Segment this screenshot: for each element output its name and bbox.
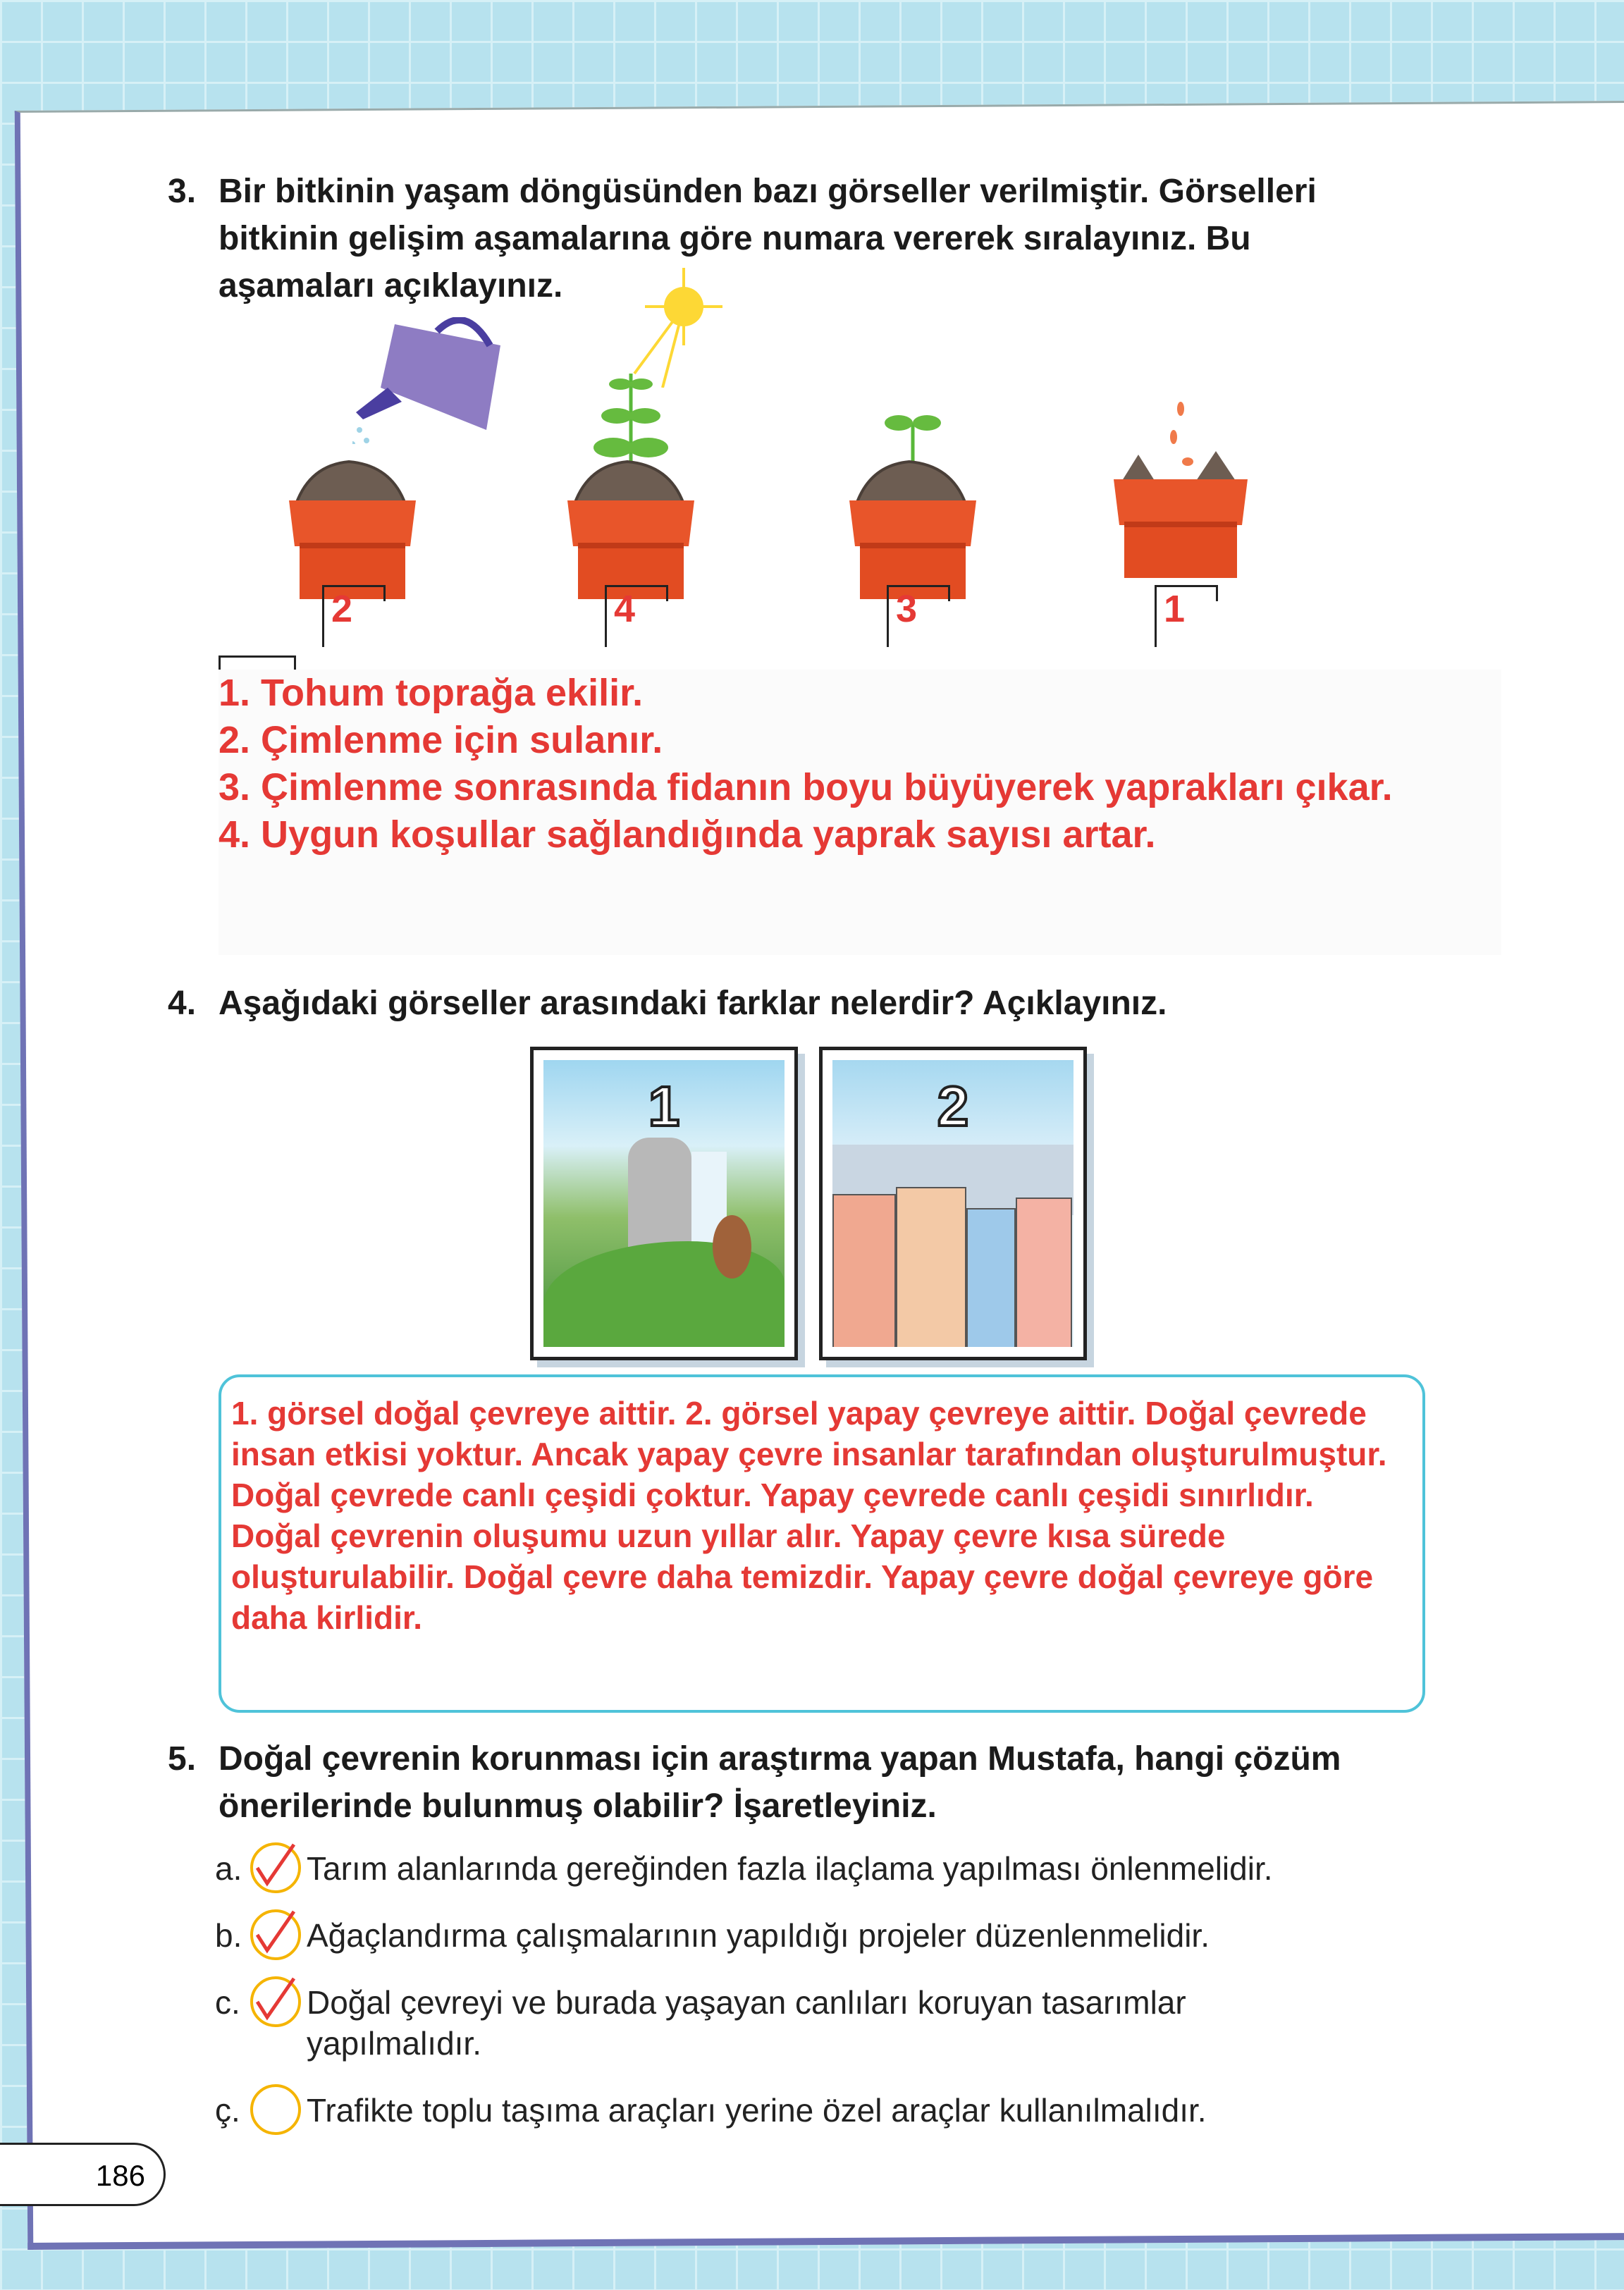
option-letter: b.	[215, 1917, 242, 1954]
answer-box-4[interactable]	[219, 1374, 1425, 1713]
checked-circle-icon[interactable]	[249, 1975, 302, 2029]
question-line: Doğal çevrenin korunması için araştırma yapan Mustafa, hangi çözüm	[219, 1740, 1341, 1778]
image-label: 1	[648, 1075, 680, 1138]
empty-circle-icon[interactable]	[249, 2083, 302, 2136]
order-number: 4	[614, 588, 636, 630]
option-text: Doğal çevreyi ve burada yaşayan canlıları koruyan tasarımlar	[307, 1984, 1186, 2021]
option-text: Ağaçlandırma çalışmalarının yapıldığı projeler düzenlenmelidir.	[307, 1917, 1210, 1954]
answer-line: 1. Tohum toprağa ekilir.	[219, 672, 644, 714]
pot-seedling-icon	[846, 409, 980, 613]
bracket-line	[219, 655, 296, 670]
page-number: 186	[0, 2143, 166, 2206]
watering-can-icon	[352, 317, 508, 444]
answer-line: 3. Çimlenme sonrasında fidanın boyu büyüyerek yaprakları çıkar.	[219, 766, 1393, 808]
order-number: 2	[331, 588, 353, 630]
checked-circle-icon[interactable]	[249, 1908, 302, 1962]
checked-circle-icon[interactable]	[249, 1841, 302, 1895]
question-line: Aşağıdaki görseller arasındaki farklar nelerdir? Açıklayınız.	[219, 985, 1167, 1022]
order-number: 3	[896, 588, 918, 630]
option-letter: a.	[215, 1850, 242, 1887]
option-letter: ç.	[215, 2092, 240, 2129]
answer-line: 4. Uygun koşullar sağlandığında yaprak sayısı artar.	[219, 813, 1156, 856]
pot-seed-planting-icon	[1110, 402, 1251, 585]
order-box[interactable]	[322, 585, 386, 647]
question-4	[168, 980, 1167, 1027]
order-box[interactable]	[605, 585, 668, 647]
option-text: Trafikte toplu taşıma araçları yerine özel araçlar kullanılmalıdır.	[307, 2092, 1207, 2129]
order-number: 1	[1164, 588, 1186, 630]
question-number: 4.	[168, 985, 197, 1022]
question-line: Bir bitkinin yaşam döngüsünden bazı görseller verilmiştir. Görselleri	[219, 173, 1317, 210]
question-line: aşamaları açıklayınız.	[219, 267, 563, 304]
question-number: 5.	[168, 1740, 197, 1778]
question-line: önerilerinde bulunmuş olabilir? İşaretleyiniz.	[219, 1787, 937, 1825]
question-line: bitkinin gelişim aşamalarına göre numara vererek sıralayınız. Bu	[219, 220, 1251, 257]
natural-environment-image	[530, 1047, 798, 1360]
pot-grown-plant-icon	[564, 367, 698, 613]
image-label: 2	[937, 1075, 969, 1138]
option-text: Tarım alanlarında gereğinden fazla ilaçlama yapılması önlenmelidir.	[307, 1850, 1273, 1887]
artificial-environment-image	[819, 1047, 1087, 1360]
answer-text: 1. görsel doğal çevreye aittir. 2. görsel yapay çevreye aittir. Doğal çevrede insan etkisi yoktur. Ancak yapay çevre insanlar tarafından oluşturulmuştur. Doğal çevrede canlı çeşidi çoktur. Yapay çevrede canlı çeşidi sınırlıdır. Doğal çevrenin oluşumu uzun yıllar alır. Yapay çevre kısa sürede oluşturulabilir. Doğal çevre daha temizdir. Yapay çevre doğal çevreye göre daha kirlidir.	[231, 1395, 1387, 1636]
order-box[interactable]	[1155, 585, 1218, 647]
order-box[interactable]	[887, 585, 950, 647]
option-letter: c.	[215, 1984, 240, 2021]
option-text: yapılmalıdır.	[307, 2025, 481, 2062]
answer-area-3[interactable]	[219, 670, 1501, 955]
question-5	[168, 1735, 1341, 1830]
answer-line: 2. Çimlenme için sulanır.	[219, 719, 663, 761]
question-3	[168, 168, 1317, 309]
question-number: 3.	[168, 173, 197, 210]
